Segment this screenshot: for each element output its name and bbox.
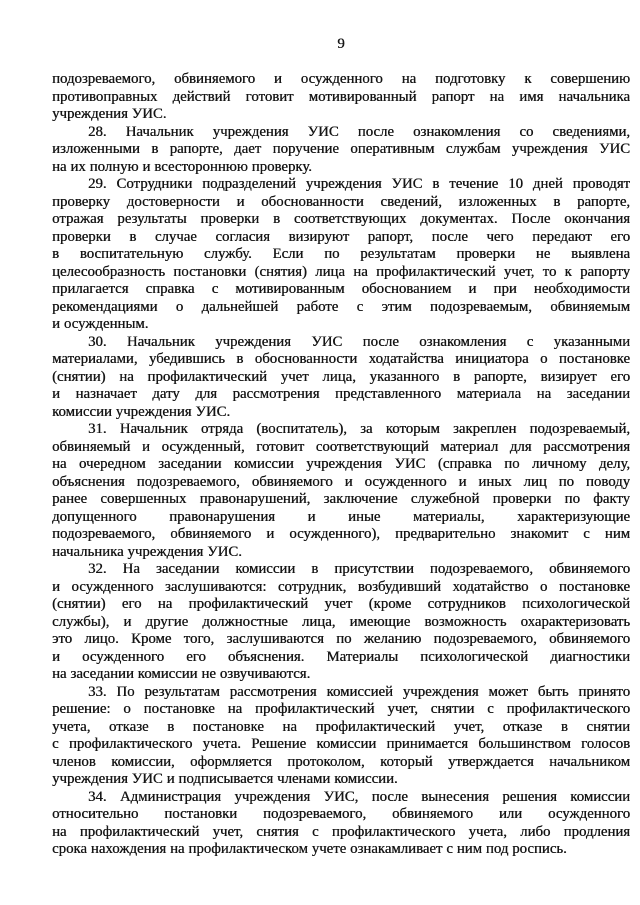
text-block <box>52 71 630 859</box>
text-line: подозреваемого, обвиняемого и осужденного на подготовку к совершению <box>52 71 630 87</box>
text-line: и осужденного его объяснения. Материалы психологической диагностики <box>52 648 630 665</box>
text-line: учреждения УИС и подписывается членами комиссии. <box>52 771 398 787</box>
text-line: это лицо. Кроме того, заслушиваются по желанию подозреваемого, обвиняемого <box>52 631 630 647</box>
text-line: обвиняемый и осужденный, готовит соответствующий материал для рассмотрения <box>52 438 630 455</box>
text-line: решение: о постановке на профилактический учет, снятии с профилактического <box>52 701 630 717</box>
text-line: членов комиссии, оформляется протоколом, который утверждается начальником <box>52 753 630 770</box>
paragraph <box>52 421 630 561</box>
text-line: на профилактический учет, снятия с профилактического учета, либо продления <box>52 823 630 840</box>
text-line: 31. Начальник отряда (воспитатель), за которым закреплен подозреваемый, <box>88 421 630 437</box>
text-line: прилагается справка с мотивированным обоснованием и при необходимости <box>52 281 630 297</box>
paragraph <box>52 334 630 422</box>
text-line: на очередном заседании комиссии учреждения УИС (справка по личному делу, <box>52 456 630 472</box>
text-line: 32. На заседании комиссии в присутствии подозреваемого, обвиняемого <box>88 561 630 577</box>
text-line: 28. Начальник учреждения УИС после ознакомления со сведениями, <box>88 123 630 140</box>
text-line: учета, отказе в постановке на профилактический учет, отказе в снятии <box>52 718 630 735</box>
text-line: с профилактического учета. Решение комиссии принимается большинством голосов <box>52 736 630 752</box>
text-line: проверку достоверности и обоснованности сведений, изложенных в рапорте, <box>52 193 630 210</box>
text-line: 34. Администрация учреждения УИС, после вынесения решения комиссии <box>88 788 630 805</box>
paragraph <box>52 561 630 684</box>
text-line: рекомендациями о дальнейшей работе с этим подозреваемым, обвиняемым <box>52 298 630 315</box>
text-line: (снятии) его на профилактический учет (кроме сотрудников психологической <box>52 596 630 612</box>
text-line: и осужденного заслушиваются: сотрудник, возбудивший ходатайство о постановке <box>52 578 630 595</box>
text-line: изложенными в рапорте, дает поручение оперативным службам учреждения УИС <box>52 141 630 157</box>
text-line: и осужденным. <box>52 316 149 332</box>
paragraph <box>52 684 630 789</box>
text-line: ранее совершенных правонарушений, заключение служебной проверки по факту <box>52 491 630 507</box>
text-line: 30. Начальник учреждения УИС после ознакомления с указанными <box>88 333 630 350</box>
text-line: (снятии) на профилактический учет лица, указанного в рапорте, визирует его <box>52 368 630 385</box>
text-line: на их полную и всестороннюю проверку. <box>52 158 312 175</box>
text-line: в воспитательную службу. Если по результатам проверки не выявлена <box>52 246 630 262</box>
text-line: отражая результаты проверки в соответствующих документах. После окончания <box>52 211 630 227</box>
page-number: 9 <box>337 36 345 52</box>
text-line: подозреваемого, обвиняемого и осужденного), предварительно знакомит с ним <box>52 526 630 542</box>
text-line: службы), и другие должностные лица, имеющие возможность охарактеризовать <box>52 613 630 630</box>
text-line: на заседании комиссии не озвучиваются. <box>52 666 311 682</box>
text-line: 33. По результатам рассмотрения комиссией учреждения может быть принято <box>88 683 630 700</box>
text-line: срока нахождения на профилактическом учете ознакамливает с ним под роспись. <box>52 841 567 857</box>
paragraph <box>52 71 630 124</box>
text-line: противоправных действий готовит мотивированный рапорт на имя начальника <box>52 88 630 105</box>
text-line: комиссии учреждения УИС. <box>52 403 231 420</box>
text-line: и назначает дату для рассмотрения представленного материала на заседании <box>52 386 630 402</box>
text-line: учреждения УИС. <box>52 106 167 122</box>
text-line: начальника учреждения УИС. <box>52 543 242 560</box>
paragraph <box>52 176 630 334</box>
text-line: объяснения подозреваемого, обвиняемого и осужденного и иных лиц по поводу <box>52 473 630 490</box>
text-line: 29. Сотрудники подразделений учреждения УИС в течение 10 дней проводят <box>88 176 630 192</box>
paragraph <box>52 124 630 177</box>
text-line: проверки в случае согласия визируют рапорт, после чего передают его <box>52 228 630 245</box>
text-line: допущенного правонарушения и иные материалы, характеризующие <box>52 508 630 525</box>
text-line: относительно постановки подозреваемого, обвиняемого или осужденного <box>52 806 630 822</box>
text-line: материалами, убедившись в обоснованности ходатайства инициатора о постановке <box>52 351 630 367</box>
paragraph <box>52 789 630 859</box>
text-line: целесообразность постановки (снятия) лица на профилактический учет, то к рапорту <box>52 263 630 280</box>
